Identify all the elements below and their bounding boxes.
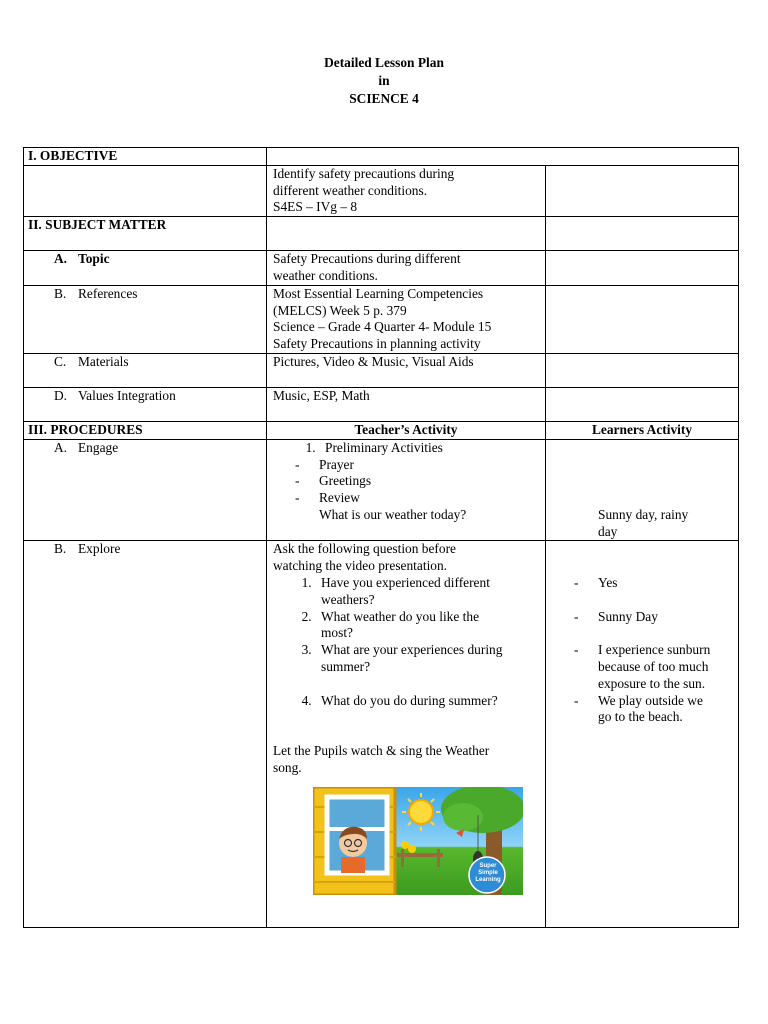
list-item: - Greetings bbox=[271, 473, 541, 490]
engage-teacher-activity bbox=[267, 439, 546, 541]
list-item: - Sunny Day bbox=[550, 609, 734, 643]
materials-row bbox=[24, 353, 739, 387]
topic-row bbox=[24, 251, 739, 286]
references-label: B. References bbox=[24, 285, 267, 353]
values-integration-label: D. Values Integration bbox=[24, 387, 267, 421]
objective-heading-row bbox=[24, 148, 739, 166]
procedures-heading-row bbox=[24, 421, 739, 439]
engage-dash-list bbox=[271, 457, 541, 507]
subject-matter-heading: II. SUBJECT MATTER bbox=[24, 217, 267, 251]
objective-text: Identify safety precautions during different weather conditions. S4ES – IVg – 8 bbox=[267, 165, 546, 216]
list-item: 1. Have you experienced different weathers? bbox=[315, 575, 541, 609]
references-text: Most Essential Learning Competencies (MELCS) Week 5 p. 379 Science – Grade 4 Quarter 4- Module 15 Safety Precautions in planning activity bbox=[267, 285, 546, 353]
explore-label: B. Explore bbox=[24, 541, 267, 928]
references-row bbox=[24, 285, 739, 353]
explore-answer-list bbox=[550, 575, 734, 726]
list-item: - Review bbox=[271, 490, 541, 507]
title-line-3: SCIENCE 4 bbox=[349, 91, 419, 106]
materials-text: Pictures, Video & Music, Visual Aids bbox=[267, 353, 546, 387]
subject-matter-heading-row bbox=[24, 217, 739, 251]
learners-activity-header: Learners Activity bbox=[546, 421, 739, 439]
list-item: - Yes bbox=[550, 575, 734, 609]
explore-learner-activity bbox=[546, 541, 739, 928]
engage-numbered-list bbox=[271, 440, 541, 457]
title-line-2: in bbox=[378, 73, 390, 88]
lesson-plan-table bbox=[23, 147, 739, 928]
list-item: 3. What are your experiences during summer? bbox=[315, 642, 541, 692]
explore-row bbox=[24, 541, 739, 928]
values-integration-row bbox=[24, 387, 739, 421]
engage-question: What is our weather today? bbox=[319, 506, 467, 522]
document-title bbox=[0, 54, 768, 108]
list-item: 2. What weather do you like the most? bbox=[315, 609, 541, 643]
title-line-1: Detailed Lesson Plan bbox=[324, 55, 444, 70]
list-item: - We play outside we go to the beach. bbox=[550, 693, 734, 727]
list-item: - Prayer bbox=[271, 457, 541, 474]
list-item: - I experience sunburn because of too much exposure to the sun. bbox=[550, 642, 734, 692]
engage-label: A. Engage bbox=[24, 439, 267, 541]
teacher-activity-header: Teacher’s Activity bbox=[267, 421, 546, 439]
super-simple-learning-logo: Super Simple Learning bbox=[475, 862, 501, 883]
list-item: 4. What do you do during summer? bbox=[315, 693, 541, 710]
procedures-heading: III. PROCEDURES bbox=[24, 421, 267, 439]
explore-teacher-activity: Ask the following question before watching the video presentation. 1. Have you experienced different weathers? 2. What weather do you like the most? 3. What are your experiences during summer? 4. What do you do during summer? Let the Pupils watch & sing the Weather song. Super Simple Learning bbox=[267, 541, 546, 928]
objective-row bbox=[24, 165, 739, 216]
engage-learner-activity: Sunny day, rainy day bbox=[546, 439, 739, 541]
objective-heading: I. OBJECTIVE bbox=[24, 148, 267, 166]
topic-text: Safety Precautions during different weather conditions. bbox=[267, 251, 546, 286]
values-integration-text: Music, ESP, Math bbox=[267, 387, 546, 421]
engage-row bbox=[24, 439, 739, 541]
list-item: 1. Preliminary Activities bbox=[319, 440, 541, 457]
weather-song-video-image bbox=[313, 787, 523, 895]
explore-question-list bbox=[273, 575, 541, 709]
materials-label: C. Materials bbox=[24, 353, 267, 387]
topic-label: A. Topic bbox=[24, 251, 267, 286]
